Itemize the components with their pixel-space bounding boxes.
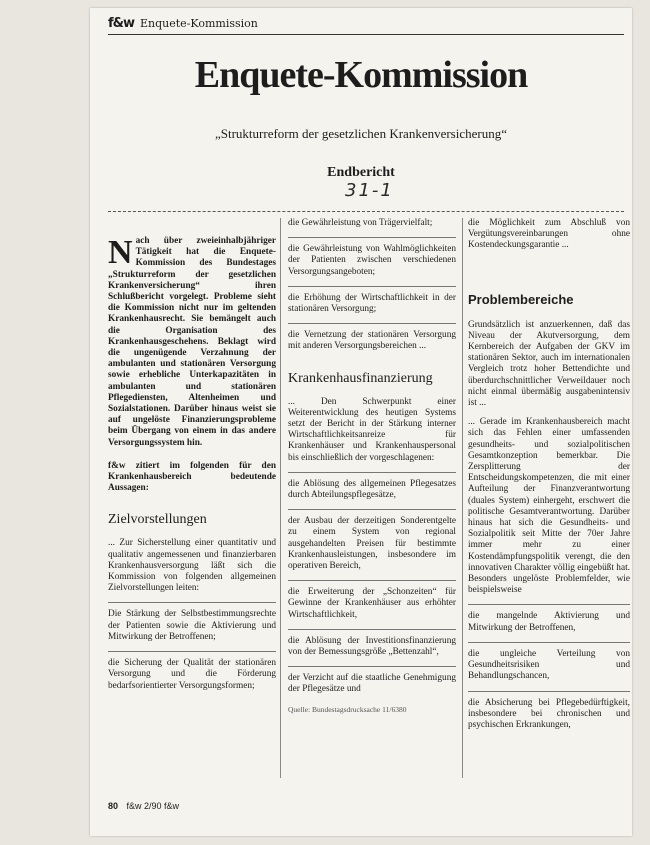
item-separator [288, 472, 456, 473]
page-number: 80 [108, 801, 119, 811]
drop-cap: N [108, 234, 133, 271]
column-1 [108, 218, 276, 700]
endbericht-label: Endbericht [327, 165, 395, 180]
item-separator [468, 691, 630, 692]
list-item: der Ausbau der derzeitigen Sonderentgelte zu einem System von regional ausgehandelten Preisen für bestimmte Krankenhausleistungen, insbesondere im operativen Bereich, [288, 516, 456, 572]
list-item: die Möglichkeit zum Abschluß von Vergütungsvereinbarungen ohne Kostendeckungsgarantie ... [468, 218, 630, 251]
list-item: die Gewährleistung von Trägervielfalt; [288, 218, 433, 228]
body-paragraph: ... Den Schwerpunkt einer Weiterentwicklung des heutigen Systems setzt der Bericht in der Stärkung interner Wirtschaftlichkeitsanreize für Krankenhäuser und Krankenhauspersonal bis einschließlich der vorgeschlagenen: [288, 396, 456, 463]
item-separator [468, 604, 630, 605]
fw-logo: f&w [108, 16, 135, 31]
column-2 [288, 218, 456, 715]
list-item: die Absicherung bei Pflegebedürftigkeit, insbesondere bei chronischen und psychischen Erkrankungen, [468, 697, 630, 730]
item-separator [288, 580, 456, 581]
body-paragraph: ... Zur Sicherstellung einer quantitativ und qualitativ angemessenen und finanzierbaren Krankenhausversorgung läßt sich die Kommission von folgenden allgemeinen Zielvorstellungen leiten: [108, 538, 276, 594]
list-item: die Erhöhung der Wirtschaftlichkeit in der stationären Versorgung; [288, 292, 456, 315]
intro-paragraph [108, 236, 276, 449]
list-item: die Erweiterung der „Schonzeiten“ für Gewinne der Krankenhäuser aus erhöhter Wirtschaftlichkeit, [288, 587, 456, 620]
item-separator [288, 323, 456, 324]
item-separator [288, 509, 456, 510]
list-item: die mangelnde Aktivierung und Mitwirkung der Betroffenen, [468, 611, 630, 633]
page-subtitle: „Strukturreform der gesetzlichen Krankenversicherung“ [214, 126, 507, 141]
section-heading: Zielvorstellungen [108, 512, 207, 528]
column-divider [462, 218, 463, 778]
list-item: der Verzicht auf die staatliche Genehmigung der Pflegesätze und [288, 673, 456, 695]
page-title: Enquete-Kommission [194, 54, 528, 96]
section-heading: Problembereiche [468, 291, 574, 307]
item-separator [288, 237, 456, 238]
item-separator [288, 286, 456, 287]
source-footnote: Quelle: Bundestagsdrucksache 11/6380 [288, 704, 407, 714]
document-page [90, 8, 632, 836]
item-separator [288, 666, 456, 667]
item-separator [108, 602, 276, 603]
header-section: Enquete-Kommission [140, 17, 258, 30]
list-item: die Sicherung der Qualität der stationären Versorgung und die Förderung bedarfsorientierter Versorgungsformen; [108, 658, 276, 691]
running-header [108, 16, 258, 31]
list-item: Die Stärkung der Selbstbestimmungsrechte der Patienten sowie die Aktivierung und Mitwirkung der Betroffenen; [108, 609, 276, 642]
body-paragraph: Grundsätzlich ist anzuerkennen, daß das Niveau der Akutversorgung, dem Kernbereich der Aufgaben der GKV im stationären Sektor, auch im internationalen Vergleich trotz hoher Bettendichte und überdurchschnittlicher Verweildauer noch nicht einmal übermäßig ausgabenintensiv ist ... [468, 319, 630, 409]
list-item: die Vernetzung der stationären Versorgung mit anderen Versorgungsbereichen ... [288, 330, 456, 352]
body-paragraph: ... Gerade im Krankenhausbereich macht sich das Fehlen einer umfassenden gesundheits- und sozialpolitischen Gesamtkonzeption bemerkbar. Die Zersplitterung der Entscheidungskompetenzen, die mit einer Aufteilung der Finanzverantwortung (duales System) einhergeht, erschwert die politische Gesamtverantwortung. Darüber hinaus hat sich die Gesundheits- und Sozialpolitik seit Mitte der 70er Jahre immer mehr zu einer Kostendämpfungspolitik verengt, die den innovativen Charakter völlig eingebüßt hat. Besonders ungelöste Problemfelder, wie beispielsweise [468, 417, 630, 596]
column-3 [468, 218, 630, 739]
page-footer [108, 801, 179, 811]
list-item: die Ablösung des allgemeinen Pflegesatzes durch Abteilungspflegesätze, [288, 478, 456, 501]
column-divider [280, 218, 281, 778]
list-item: die Ablösung der Investitionsfinanzierung von der Bemessungsgröße „Bettenzahl“, [288, 635, 456, 658]
intro-text: ach über zweieinhalbjähriger Tätigkeit hat die Enquete-Kommission des Bundestages „Strukturreform der gesetzlichen Krankenversicherung“ ihren Schlußbericht vorgelegt. Probleme sieht die Kommission nicht nur im geltenden Krankenhausrecht. Sie bemängelt auch die Organisation des Krankenhausgeschehens. Beklagt wird die ungenügende Verzahnung der ambulanten und stationären Versorgung sowie erhebliche Unterkapazitäten in ambulanten und stationären Pflegediensten, Altenheimen und Sozialstationen. Darüber hinaus weist sie auf ungelöste Finanzierungsprobleme beim Übergang von einem in das andere Versorgungssystem hin. [108, 236, 276, 448]
zitat-note: f&w zitiert im folgenden für den Krankenhausbereich bedeutende Aussagen: [108, 460, 276, 494]
title-rule [108, 211, 624, 212]
list-item: die ungleiche Verteilung von Gesundheitsrisiken und Behandlungschancen, [468, 648, 630, 682]
item-separator [288, 629, 456, 630]
handwritten-mark: 31-1 [345, 180, 394, 201]
issue-label: f&w 2/90 f&w [126, 801, 180, 811]
list-item: die Gewährleistung von Wahlmöglichkeiten der Patienten zwischen verschiedenen Versorgungsangeboten; [288, 244, 456, 277]
header-rule [108, 34, 624, 35]
item-separator [468, 642, 630, 643]
item-separator [108, 651, 276, 652]
section-heading: Krankenhausfinanzierung [288, 370, 433, 386]
